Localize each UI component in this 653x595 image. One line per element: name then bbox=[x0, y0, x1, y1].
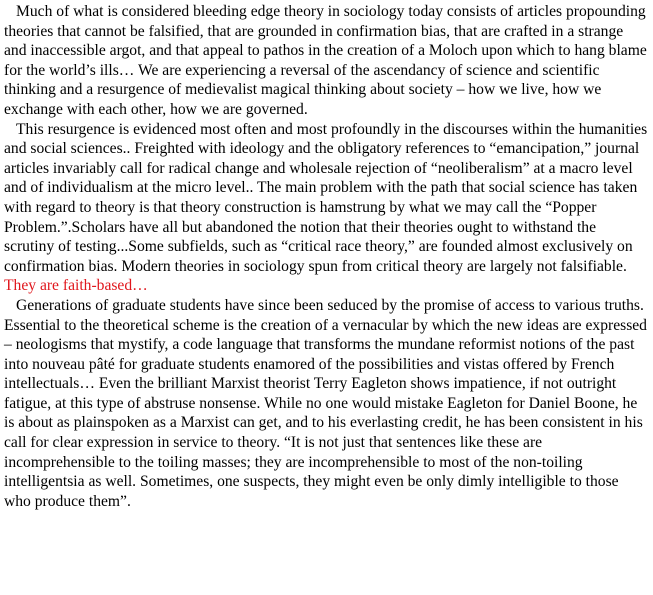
highlighted-text: They are faith-based… bbox=[4, 277, 148, 295]
paragraph-1 bbox=[4, 2, 649, 120]
paragraph-3-text: Generations of graduate students have since been seduced by the promise of access to various truths. Essential to the theoretical scheme is the creation of a vernacular by which the new ideas are expressed – neologisms that mystify, a code language that transforms the mundane reformist notions of the past into nouveau pâté for graduate students enamored of the possibilities and vistas offered by French intellectuals… Even the brilliant Marxist theorist Terry Eagleton shows impatience, if not outright fatigue, at this type of abstruse nonsense. While no one would mistake Eagleton for Daniel Boone, he is about as plainspoken as a Marxist can get, and to his everlasting credit, he has been consistent in his call for clear expression in service to theory. “It is not just that sentences like these are incomprehensible to the toiling masses; they are incomprehensible to most of the non-toiling intelligentsia as well. Sometimes, one suspects, they might even be only dimly intelligible to those who produce them”. bbox=[4, 296, 647, 510]
paragraph-3 bbox=[4, 296, 649, 512]
paragraph-2-text: This resurgence is evidenced most often and most profoundly in the discourses within the humanities and social sciences.. Freighted with ideology and the obligatory references to “emancipation,” journal articles invariably call for radical change and wholesale rejection of “neoliberalism” at a macro level and of individualism at the micro level.. The main problem with the path that social science has taken with regard to theory is that theory construction is hamstrung by what we may call the “Popper Problem.”.Scholars have all but abandoned the notion that their theories ought to withstand the scrutiny of testing...Some subfields, such as “critical race theory,” are founded almost exclusively on confirmation bias. Modern theories in sociology spun from critical theory are largely not falsifiable. bbox=[4, 120, 648, 275]
paragraph-1-text: Much of what is considered bleeding edge theory in sociology today consists of articles propounding theories that cannot be falsified, that are grounded in confirmation bias, that are crafted in a strange and inaccessible argot, and that appeal to pathos in the creation of a Moloch upon which to hang blame for the world’s ills… We are experiencing a reversal of the ascendancy of science and scientific thinking and a resurgence of medievalist magical thinking about society – how we live, how we exchange with each other, how we are governed. bbox=[4, 3, 647, 118]
paragraph-2 bbox=[4, 120, 649, 296]
